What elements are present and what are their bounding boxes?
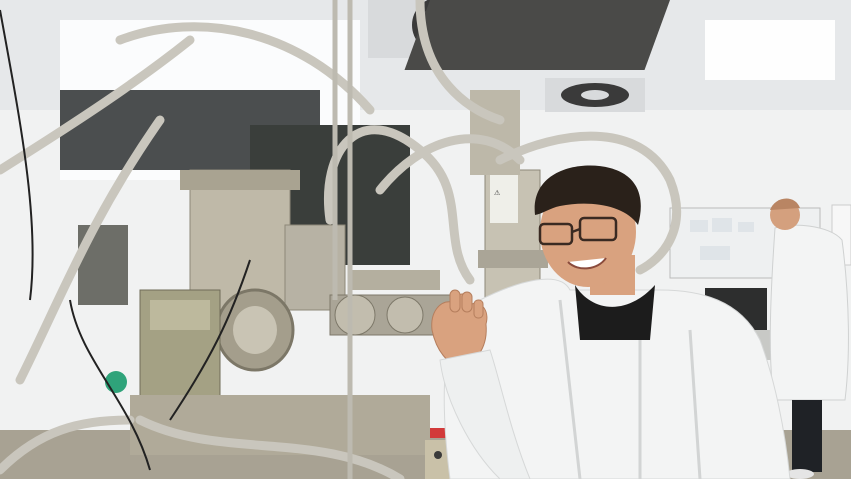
- ceiling-vent-small: [545, 78, 645, 112]
- svg-text:⚠: ⚠: [494, 189, 501, 197]
- ceiling-light: [705, 20, 835, 80]
- ceiling-duct: [405, 0, 670, 70]
- green-valve: [105, 371, 127, 393]
